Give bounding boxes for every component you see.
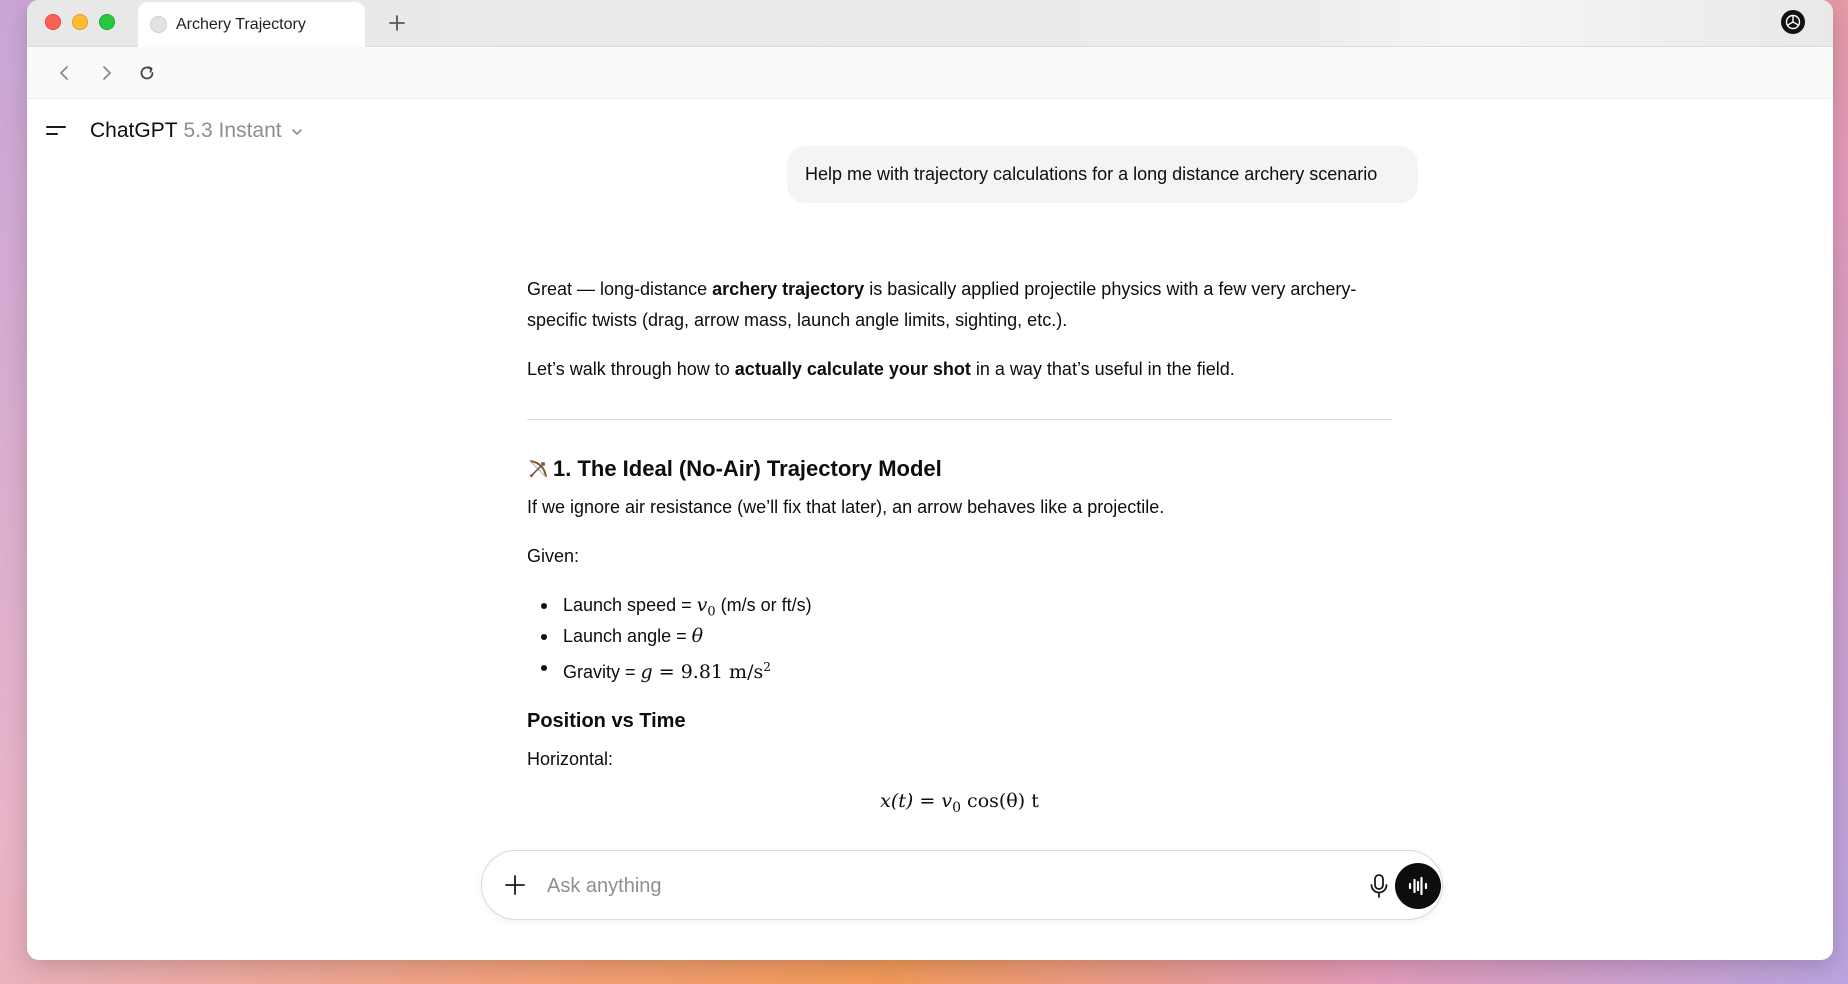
user-message-text: Help me with trajectory calculations for a long distance archery scenario [805, 164, 1378, 184]
eq-v: v [941, 790, 953, 812]
section-heading-text: 1. The Ideal (No-Air) Trajectory Model [553, 456, 942, 481]
plus-icon [388, 14, 406, 32]
list-item-launch-speed [527, 590, 1392, 621]
speed-sub: 0 [707, 604, 716, 620]
microphone-icon [1367, 872, 1391, 900]
user-message [787, 146, 1418, 203]
section-heading [527, 453, 1392, 485]
walk-bold: actually calculate your shot [734, 359, 971, 379]
new-tab-button[interactable] [383, 9, 411, 37]
forward-button[interactable] [92, 59, 120, 87]
intro-text-prefix: Great — long-distance [527, 279, 713, 299]
model-selector[interactable] [90, 119, 304, 143]
walk-text-prefix: Let’s walk through how to [527, 359, 735, 379]
gravity-eq: = 9.81 m/s [652, 661, 764, 683]
plus-icon [502, 872, 528, 898]
list-item-gravity [527, 652, 1392, 683]
close-window-button[interactable] [45, 14, 61, 30]
model-version: 5.3 Instant [183, 119, 282, 142]
angle-var: θ [691, 625, 704, 647]
eq-rest: cos(θ) t [961, 790, 1039, 812]
subheading-position-vs-time: Position vs Time [527, 710, 686, 732]
horizontal-label: Horizontal: [527, 749, 614, 769]
voice-mode-button[interactable] [1395, 863, 1441, 909]
gravity-var: g [640, 661, 653, 683]
active-tab[interactable] [138, 2, 365, 47]
browser-window [27, 0, 1833, 960]
horizontal-equation [527, 789, 1392, 816]
minimize-window-button[interactable] [72, 14, 88, 30]
eq-sub: 0 [952, 800, 962, 817]
divider [527, 419, 1392, 420]
dictate-button[interactable] [1367, 872, 1391, 900]
gravity-sup: 2 [763, 660, 771, 674]
gravity-label: Gravity = [563, 662, 641, 682]
intro-bold: archery trajectory [712, 279, 865, 299]
chevron-down-icon [290, 125, 304, 139]
eq-lhs: x(t) [880, 790, 914, 812]
intro-paragraph [527, 274, 1392, 336]
prompt-input[interactable] [547, 869, 1307, 903]
openai-logo-icon[interactable] [1781, 10, 1805, 34]
chevron-left-icon [58, 65, 72, 81]
given-label: Given: [527, 546, 580, 566]
section-intro: If we ignore air resistance (we’ll fix that later), an arrow behaves like a projectile. [527, 497, 1165, 517]
chatgpt-favicon-icon [150, 16, 167, 33]
title-bar [27, 0, 1833, 47]
given-list [527, 590, 1392, 683]
tab-title: Archery Trajectory [176, 15, 306, 33]
angle-label: Launch angle = [563, 626, 692, 646]
attach-button[interactable] [502, 872, 528, 898]
speed-units: (m/s or ft/s) [715, 595, 812, 615]
app-name: ChatGPT [90, 119, 178, 142]
reload-button[interactable] [133, 59, 161, 87]
bow-and-arrow-icon [527, 458, 549, 480]
reload-icon [138, 64, 156, 82]
message-composer [481, 850, 1443, 920]
chevron-right-icon [99, 65, 113, 81]
eq-equals: = [913, 790, 942, 812]
back-button[interactable] [51, 59, 79, 87]
speed-label: Launch speed = [563, 595, 697, 615]
navigation-bar [27, 47, 1833, 99]
walkthrough-paragraph [527, 354, 1392, 385]
voice-mode-icon [1407, 876, 1429, 896]
assistant-message [527, 274, 1392, 816]
walk-text-suffix: in a way that’s useful in the field. [970, 359, 1235, 379]
intro-text-suffix: is basically applied projectile physics with a few very archery-specific twists (drag, arrow mass, launch angle limits, sighting, etc.). [527, 279, 1357, 330]
sidebar-menu-icon[interactable] [45, 122, 67, 140]
maximize-window-button[interactable] [99, 14, 115, 30]
speed-var: v [696, 594, 708, 616]
list-item-launch-angle [527, 621, 1392, 652]
